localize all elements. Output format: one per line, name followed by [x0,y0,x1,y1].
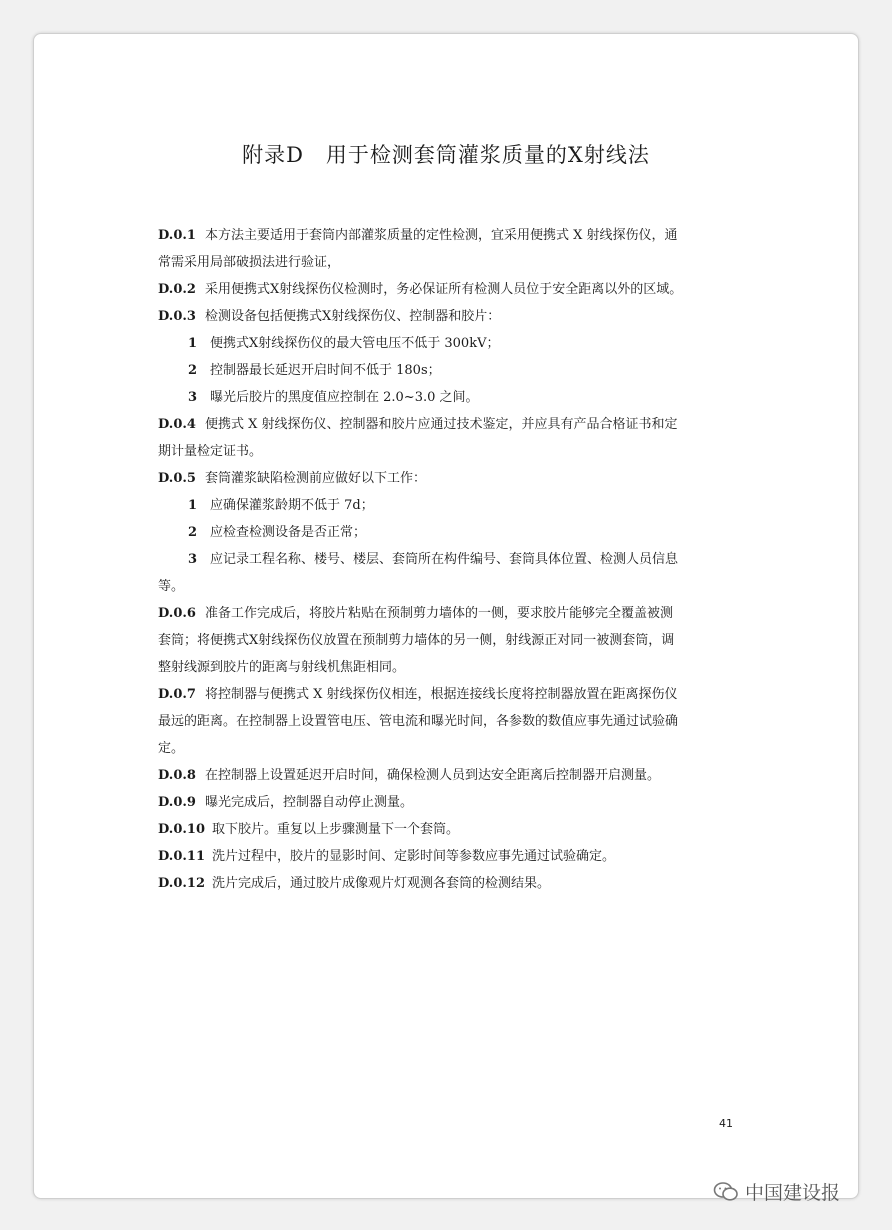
item-text: 应记录工程名称、楼号、楼层、套筒所在构件编号、套筒具体位置、检测人员信息 [210,552,679,567]
clause-number: D.0.7 [158,687,196,702]
clause-text: 在控制器上设置延迟开启时间，确保检测人员到达安全距离后控制器开启测量。 [205,768,661,783]
list-item [158,330,744,357]
clause-d01 [158,222,744,249]
list-item [158,492,744,519]
clause-d011 [158,843,744,870]
item-number: 3 [188,552,198,567]
clause-text-continued: 定。 [158,741,185,756]
item-text: 应确保灌浆龄期不低于 7d； [210,498,374,513]
document-body [158,222,744,897]
clause-number: D.0.1 [158,228,196,243]
clause-d09 [158,789,744,816]
document-page [33,33,859,1199]
clause-number: D.0.5 [158,471,196,486]
item-number: 2 [188,525,198,540]
wechat-icon [713,1181,739,1203]
clause-text-continued: 期计量检定证书。 [158,444,263,459]
clause-text-continued: 整射线源到胶片的距离与射线机焦距相同。 [158,660,406,675]
item-text: 控制器最长延迟开启时间不低于 180s； [210,363,441,378]
item-number: 3 [188,390,198,405]
clause-number: D.0.11 [158,849,205,864]
clause-text: 取下胶片。重复以上步骤测量下一个套筒。 [212,822,460,837]
clause-text: 洗片过程中，胶片的显影时间、定影时间等参数应事先通过试验确定。 [212,849,616,864]
clause-text-continued: 套筒；将便携式X射线探伤仪放置在预制剪力墙体的另一侧，射线源正对同一被测套筒，调 [158,633,675,648]
clause-number: D.0.2 [158,282,196,297]
watermark-text: 中国建设报 [745,1182,841,1204]
list-item [158,357,744,384]
page-number: 41 [719,1117,733,1130]
clause-text: 将控制器与便携式 X 射线探伤仪相连，根据连接线长度将控制器放置在距离探伤仪 [205,687,678,702]
clause-text: 套筒灌浆缺陷检测前应做好以下工作： [205,471,427,486]
clause-d07 [158,681,744,708]
clause-text-continued: 最远的距离。在控制器上设置管电压、管电流和曝光时间，各参数的数值应事先通过试验确 [158,714,679,729]
clause-text: 本方法主要适用于套筒内部灌浆质量的定性检测，宜采用便携式 X 射线探伤仪，通 [205,228,678,243]
page-title: 附录D 用于检测套筒灌浆质量的X射线法 [242,143,650,167]
clause-number: D.0.8 [158,768,196,783]
clause-d012 [158,870,744,897]
item-number: 2 [188,363,198,378]
item-text: 便携式X射线探伤仪的最大管电压不低于 300kV； [210,336,500,351]
clause-text: 采用便携式X射线探伤仪检测时，务必保证所有检测人员位于安全距离以外的区域。 [205,282,683,297]
clause-text: 便携式 X 射线探伤仪、控制器和胶片应通过技术鉴定，并应具有产品合格证书和定 [205,417,678,432]
clause-number: D.0.4 [158,417,196,432]
clause-number: D.0.9 [158,795,196,810]
clause-text-continued: 常需采用局部破损法进行验证， [158,255,341,270]
item-number: 1 [188,336,198,351]
clause-number: D.0.6 [158,606,196,621]
item-text-continued: 等。 [158,579,185,594]
clause-d04 [158,411,744,438]
item-number: 1 [188,498,198,513]
clause-text: 洗片完成后，通过胶片成像观片灯观测各套筒的检测结果。 [212,876,551,891]
clause-d02 [158,276,744,303]
clause-d06 [158,600,744,627]
clause-text: 曝光完成后，控制器自动停止测量。 [205,795,414,810]
clause-d08 [158,762,744,789]
item-text: 曝光后胶片的黑度值应控制在 2.0~3.0 之间。 [210,390,479,405]
clause-text: 准备工作完成后，将胶片粘贴在预制剪力墙体的一侧，要求胶片能够完全覆盖被测 [205,606,674,621]
clause-number: D.0.10 [158,822,205,837]
list-item [158,546,744,573]
list-item [158,519,744,546]
item-text: 应检查检测设备是否正常； [210,525,367,540]
clause-d05 [158,465,744,492]
watermark [713,1178,840,1205]
clause-number: D.0.12 [158,876,205,891]
clause-number: D.0.3 [158,309,196,324]
clause-d010 [158,816,744,843]
list-item [158,384,744,411]
clause-d03 [158,303,744,330]
clause-text: 检测设备包括便携式X射线探伤仪、控制器和胶片： [205,309,501,324]
